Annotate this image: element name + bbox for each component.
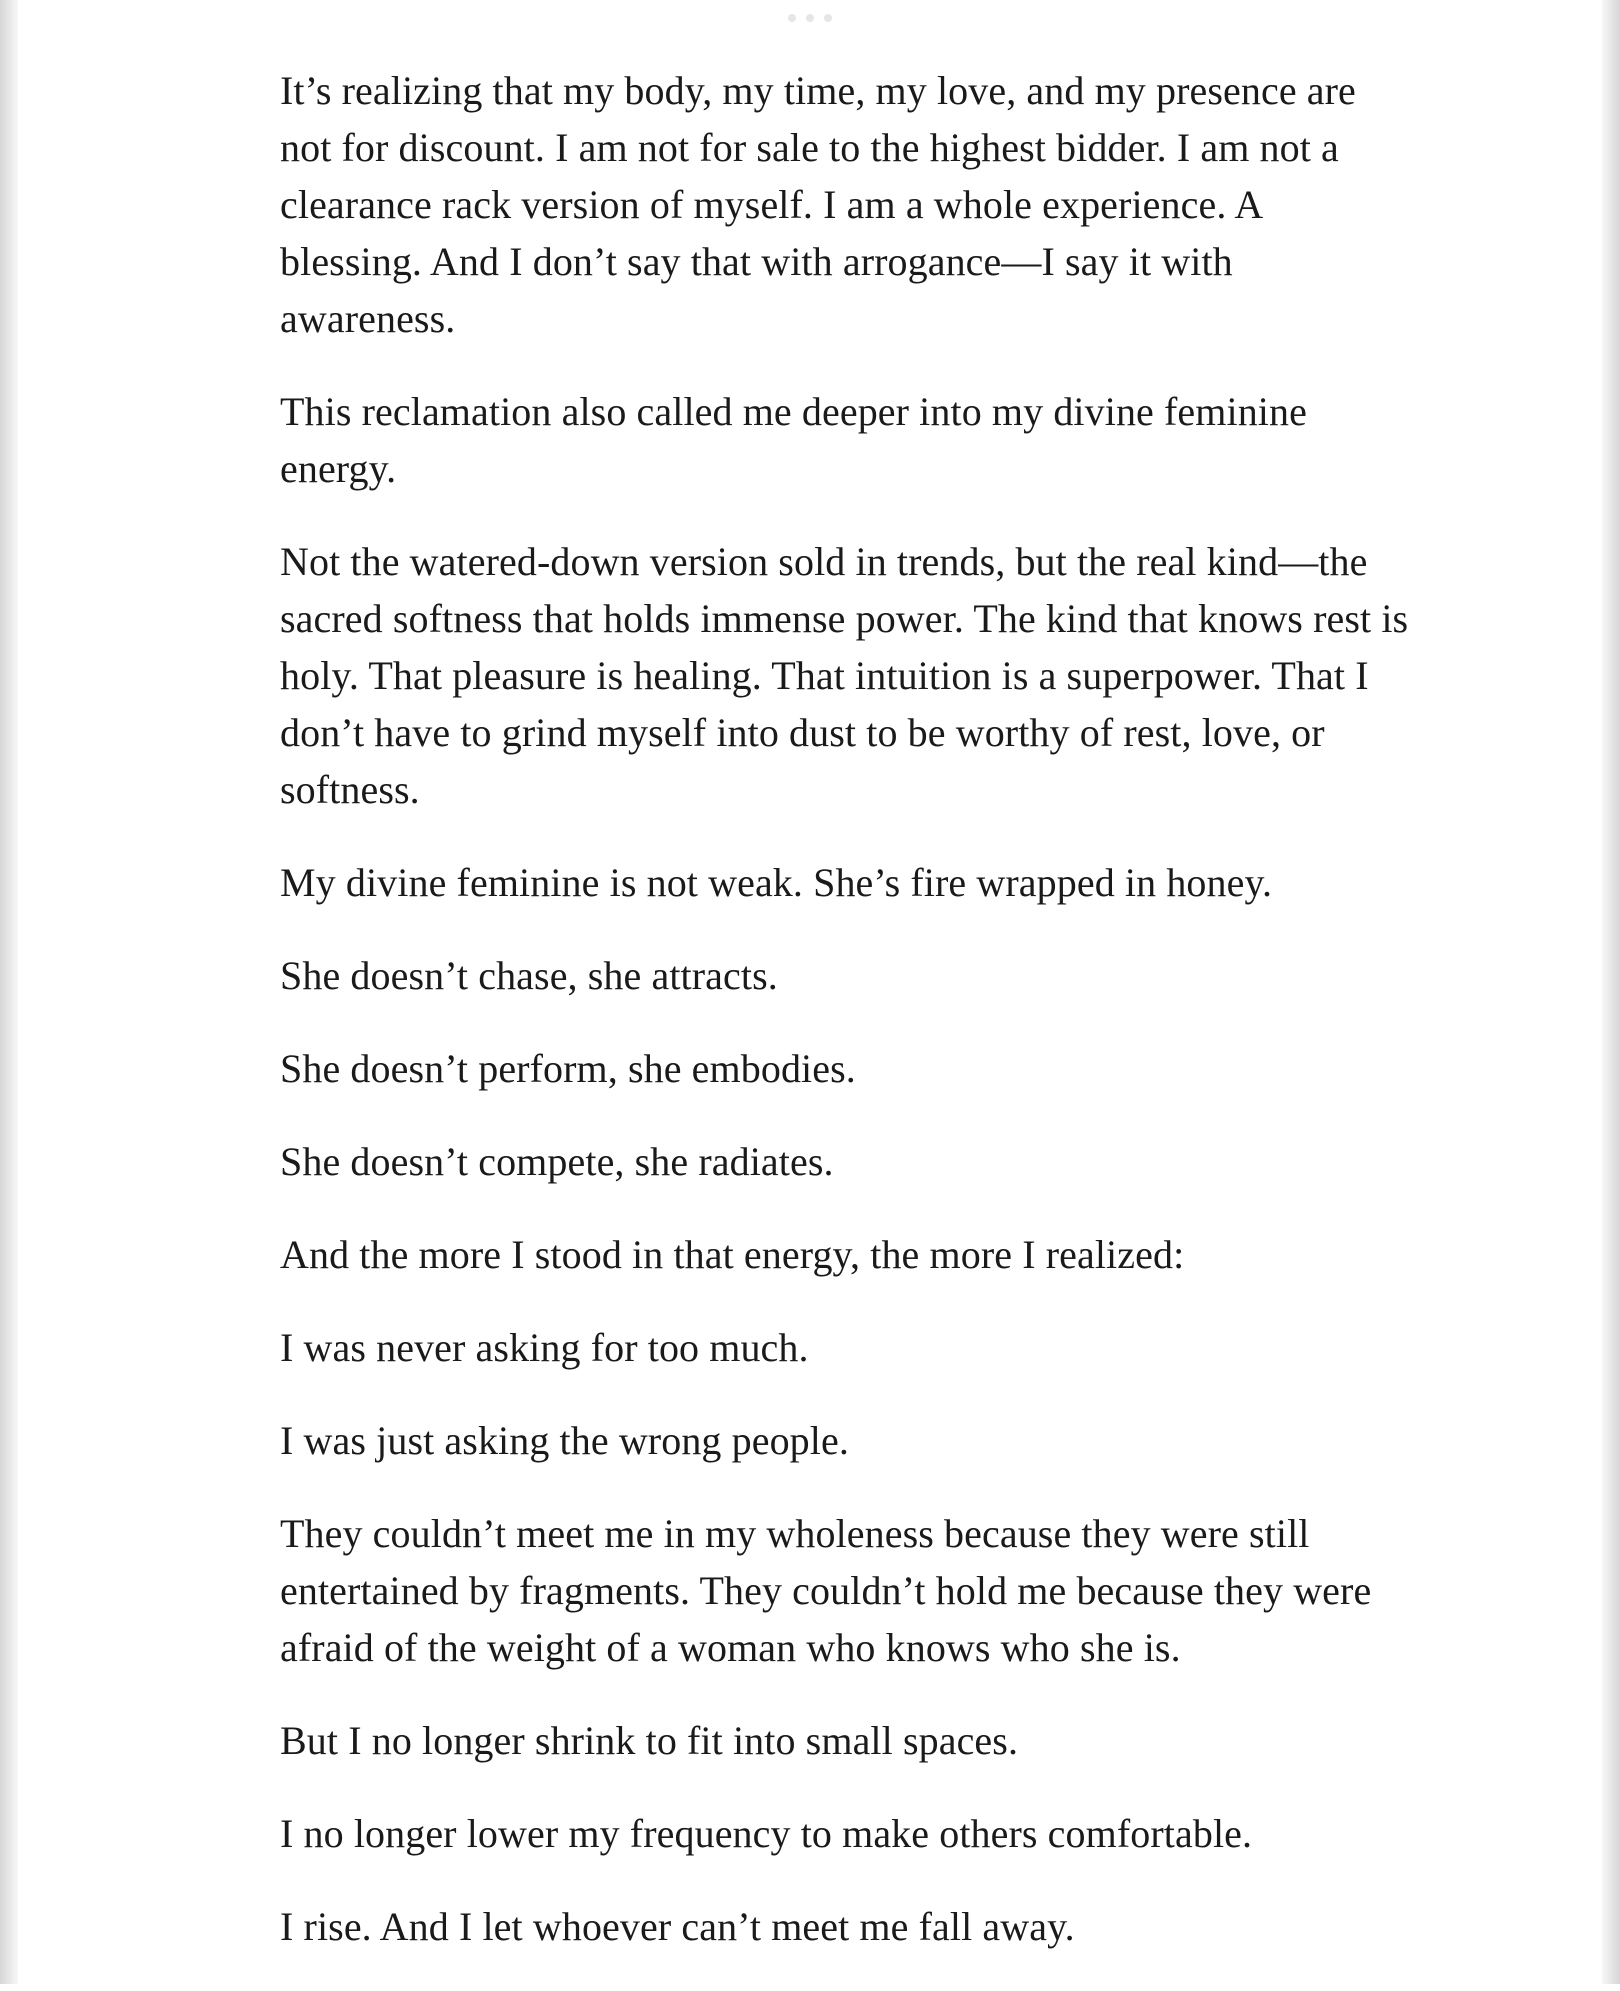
more-options-handle[interactable] (788, 14, 832, 22)
paragraph: Not the watered-down version sold in trends, but the real kind—the sacred softness that holds immense power. The kind that knows rest is holy. That pleasure is healing. That intuition is a superpower. That I don’t have to grind myself into dust to be worthy of rest, love, or softness. (280, 539, 1409, 812)
paragraph: I was never asking for too much. (280, 1325, 809, 1370)
dot-icon (788, 14, 796, 22)
paragraph: But I no longer shrink to fit into small spaces. (280, 1718, 1019, 1763)
paragraph: My divine feminine is not weak. She’s fire wrapped in honey. (280, 860, 1273, 905)
paragraph: I rise. And I let whoever can’t meet me fall away. (280, 1904, 1075, 1949)
paragraph: It’s realizing that my body, my time, my love, and my presence are not for discount. I am not for sale to the highest bidder. I am not a clearance rack version of myself. I am a whole experience. A blessing. And I don’t say that with arrogance—I say it with awareness. (280, 68, 1356, 341)
paragraph: And the more I stood in that energy, the more I realized: (280, 1232, 1185, 1277)
paragraph: She doesn’t compete, she radiates. (280, 1139, 834, 1184)
paragraph: She doesn’t chase, she attracts. (280, 953, 778, 998)
document-body (280, 62, 1410, 1991)
paragraph: They couldn’t meet me in my wholeness because they were still entertained by fragments. They couldn’t hold me because they were afraid of the weight of a woman who knows who she is. (280, 1511, 1372, 1670)
paragraph: I was just asking the wrong people. (280, 1418, 849, 1463)
right-page-edge (1602, 0, 1620, 1984)
left-page-edge (0, 0, 18, 1984)
paragraph: This reclamation also called me deeper into my divine feminine energy. (280, 389, 1307, 491)
paragraph: She doesn’t perform, she embodies. (280, 1046, 856, 1091)
paragraph: I no longer lower my frequency to make others comfortable. (280, 1811, 1253, 1856)
dot-icon (806, 14, 814, 22)
dot-icon (824, 14, 832, 22)
